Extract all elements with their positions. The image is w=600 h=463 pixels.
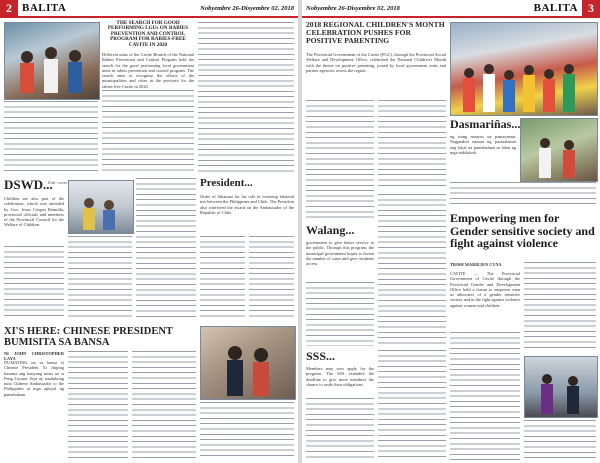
top-left-body-lines [4, 101, 98, 173]
dasmarinas-body: ng isang maayos na pamayanan. Nagpaabot naman ng pasasalamat ang lokal na pamahalaan sa lahat ng mga nakilahok. [450, 134, 516, 155]
left-folio [0, 0, 298, 16]
gender-byline: TRISH MARIEJEN CUYA [450, 262, 502, 267]
childrens-month-body: The Provincial Government of the Cavite (PGC), through the Provincial Social Welfare and Development Office, celebrated the National Children's Month with the theme on positive parenting, joined by local government units and partner agencies across the region. [306, 52, 446, 73]
dasmarinas-body-lines [450, 182, 596, 208]
header-rule [302, 16, 600, 18]
dasmarinas-photo [520, 118, 598, 182]
rabies-body-col3 [198, 22, 294, 172]
rabies-body: Different units of the Cavite Branch of the National Rabies Prevention and Control Program held the search for the good performing local government units in rabies prevention and control program. The search aims to recognize the efforts of the municipalities and cities in the province for the rabies-free Cavite in 2020. [102, 52, 194, 89]
xi-body: DUMATING na sa bansa si Chinese President Xi Jinping kasama ang kanyang misis na si Peng Liyuan. Siya ay sinalubong nina Chinese Ambassador to the Philippines at mga opisyal ng pamahalaan. [4, 360, 64, 397]
header-rule [0, 16, 298, 18]
gender-col1-lines [450, 332, 520, 460]
right-page [302, 0, 600, 463]
xi-photo [200, 326, 296, 400]
dswd-photo [68, 180, 134, 234]
childrens-month-photo [450, 22, 598, 116]
xi-col2-lines [68, 351, 128, 460]
page-number: 3 [582, 0, 600, 16]
dswd-caption: Kids' corner [48, 180, 68, 185]
dasmarinas-headline: Dasmariñas... [450, 117, 521, 131]
publication-name: BALITA [533, 2, 578, 14]
event-photo-top-left [4, 22, 100, 100]
rabies-body-lines [102, 90, 194, 172]
gender-photo [524, 356, 598, 418]
page-number: 2 [0, 0, 18, 16]
rabies-headline: THE SEARCH FOR GOOD PERFORMING LGUs ON RABIES PREVENTION AND CONTROL PROGRAM FOR RABIES-FREE CAVITE IN 2020 [107, 20, 189, 48]
childrens-col1-lines [306, 100, 374, 220]
walang-body: government to give better service to the public. Through this program, the municipal government hopes to lessen the number of cases and give residents access. [306, 240, 374, 267]
left-page [0, 0, 298, 463]
right-folio [302, 0, 600, 16]
walang-headline: Walang... [306, 223, 355, 237]
president-col1-lines [200, 236, 245, 320]
dswd-col2-lines [68, 236, 132, 320]
president-headline: President... [200, 177, 253, 189]
gender-body: CAVITE — The Provincial Government of Cavite through the Provincial Gender and Development Office held a forum to empower men as advocates of a gender sensitive society and in the fight against violence against women and children. [450, 271, 520, 308]
xi-col3-lines [132, 351, 196, 460]
president-col2-lines [249, 236, 294, 320]
issue-date: Nobyembre 26-Disyembre 02, 2018 [200, 4, 294, 12]
issue-date: Nobyembre 26-Disyembre 02, 2018 [306, 4, 400, 12]
dswd-headline: DSWD... [4, 177, 53, 192]
xi-byline: NI JOHN CHRISTOPHER LAYA [4, 351, 64, 362]
dswd-body: Children are also part of the celebration, which was attended by Gov. Jesus Crispin Remulla, provincial officials and members of the Provincial Council for the Welfare of Children. [4, 196, 64, 228]
xi-col4-lines [200, 402, 294, 460]
childrens-col2-lines [378, 100, 446, 190]
gender-headline: Empowering men for Gender sensitive society and fight against violence [450, 211, 595, 251]
walang-col2-lines [378, 194, 446, 346]
sss-col2-lines [378, 350, 446, 460]
publication-name: BALITA [22, 2, 67, 14]
gender-col2-lines [524, 262, 596, 352]
xi-headline: XI'S HERE: CHINESE PRESIDENT BUMISITA SA BANSA [4, 326, 173, 349]
sss-headline: SSS... [306, 349, 336, 363]
president-body: Order of Sikatuna for his role in fostering bilateral ties between the Philippines and Chile. The President also conferred the award on the Ambassador of the Republic of Chile. [200, 194, 294, 215]
sss-body: Members may now apply for the program. The SSS extended the deadline to give more members the chance to settle their obligations. [306, 366, 374, 387]
dswd-col3-lines [136, 178, 196, 320]
childrens-month-headline: 2018 REGIONAL CHILDREN'S MONTH CELEBRATION PUSHES FOR POSITIVE PARENTING [306, 20, 445, 45]
dswd-body-lines [4, 246, 64, 320]
walang-body-lines [306, 282, 374, 346]
sss-body-lines [306, 398, 374, 460]
gender-col3-lines [524, 420, 596, 460]
